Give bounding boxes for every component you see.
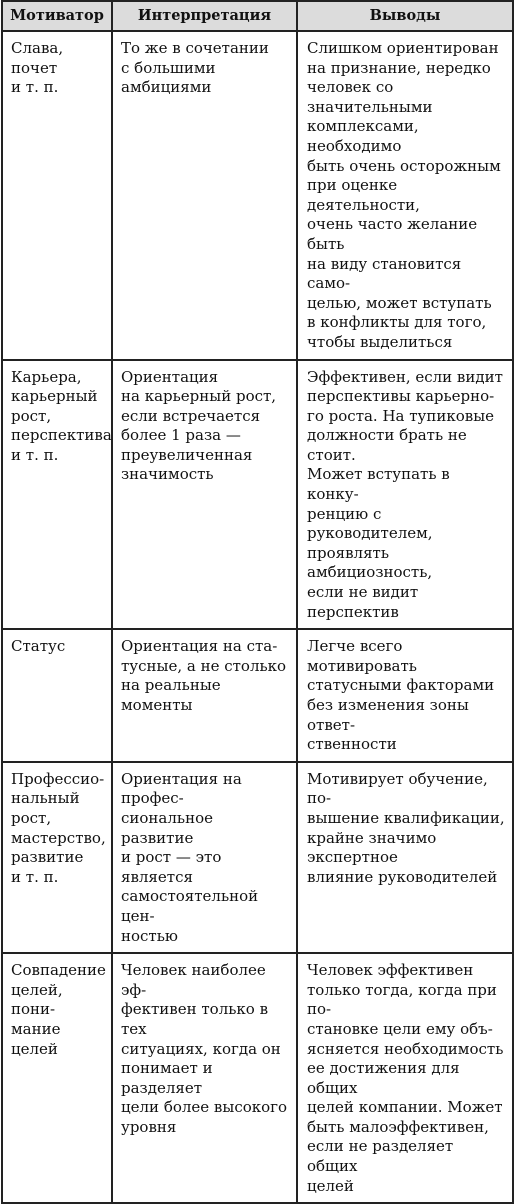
table-row — [2, 629, 513, 762]
table-row — [2, 953, 513, 1203]
motivator-cell: Совпадение целей, пони- мание целей — [2, 953, 112, 1203]
conclusions-cell: Слишком ориентирован на признание, нередко человек со значительными комплексами, необходимо быть очень осторожным при оценке деятельности, очень часто желание быть на виду становится само- целью, может вступать в конфликты для того, чтобы выделиться — [297, 31, 513, 360]
interpretation-cell: Ориентация на карьерный рост, если встречается более 1 раза — преувеличенная значимость — [112, 360, 297, 630]
interpretation-cell: Ориентация на профес- сиональное развитие и рост — это является самостоятельной цен- ностью — [112, 762, 297, 953]
header-motivator: Мотиватор — [2, 1, 112, 31]
table-row — [2, 31, 513, 360]
motivator-cell: Слава, почет и т. п. — [2, 31, 112, 360]
conclusions-cell: Легче всего мотивировать статусными факторами без изменения зоны ответ- ственности — [297, 629, 513, 762]
interpretation-cell: Ориентация на ста- тусные, а не столько на реальные моменты — [112, 629, 297, 762]
conclusions-cell: Человек эффективен только тогда, когда при по- становке цели ему объ- ясняется необходимость ее достижения для общих целей компании. Может быть малоэффективен, если не разделяет общих целей — [297, 953, 513, 1203]
motivator-cell: Статус — [2, 629, 112, 762]
header-conclusions: Выводы — [297, 1, 513, 31]
interpretation-cell: То же в сочетании с большими амбициями — [112, 31, 297, 360]
header-interpretation: Интерпретация — [112, 1, 297, 31]
motivator-cell: Карьера, карьерный рост, перспектива и т. п. — [2, 360, 112, 630]
table-row — [2, 762, 513, 953]
motivators-table — [1, 0, 514, 1204]
interpretation-cell: Человек наиболее эф- фективен только в тех ситуациях, когда он понимает и разделяет цели более высокого уровня — [112, 953, 297, 1203]
motivator-cell: Профессио- нальный рост, мастерство, развитие и т. п. — [2, 762, 112, 953]
table-row — [2, 360, 513, 630]
table-header-row — [2, 1, 513, 31]
conclusions-cell: Мотивирует обучение, по- вышение квалификации, крайне значимо экспертное влияние руководителей — [297, 762, 513, 953]
conclusions-cell: Эффективен, если видит перспективы карьерно- го роста. На тупиковые должности брать не стоит. Может вступать в конку- ренцию с руководителем, проявлять амбициозность, если не видит перспектив — [297, 360, 513, 630]
